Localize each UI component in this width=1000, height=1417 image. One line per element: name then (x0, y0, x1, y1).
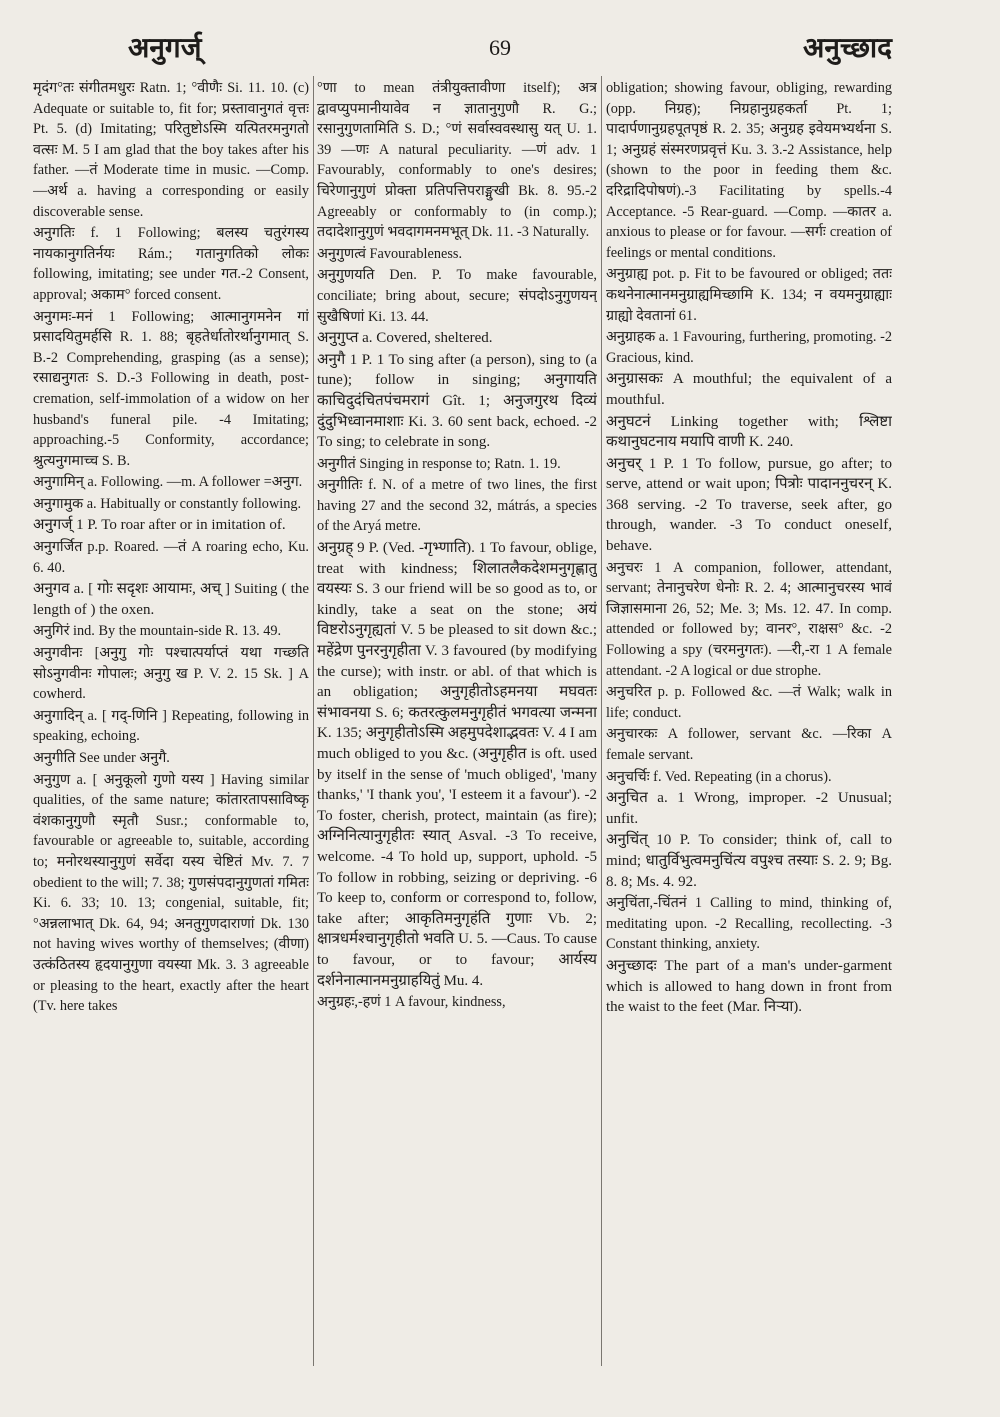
dictionary-entry: अनुचरः 1 A companion, follower, attendant, servant; तेनानुचरेण धेनोः R. 2. 4; आत्मानुचरस्य भावं जिज्ञासमाना 26, 52; Me. 3; Ms. 12. 47. In comp. attended or followed by; वानर°, राक्षस° &c. -2 Following a spy (चरमनुगतः). —री,-रा 1 A female attendant. -2 A logical or due strophe. (606, 559, 892, 679)
page-number: 69 (489, 35, 511, 60)
dictionary-entry: अनुचिंत् 10 P. To consider; think of, call to mind; धातुर्विभुत्वमनुचिंत्य वपुश्च तस्याः S. 2. 9; Bg. 8. 8; Ms. 4. 92. (606, 832, 892, 890)
dictionary-column-1 (33, 78, 309, 1378)
dictionary-entry: अनुग्राह्य pot. p. Fit to be favoured or obliged; ततः कथनेनात्मानमनुग्राह्यमिच्छामि K. 134; न वयमनुग्राह्याः ग्राह्यो देवतानां 61. (606, 266, 892, 324)
dictionary-entry: अनुगर्जित p.p. Roared. —तं A roaring echo, Ku. 6. 40. (33, 539, 309, 576)
dictionary-entry: अनुचिंता,-चिंतनं 1 Calling to mind, thinking of, meditating upon. -2 Recalling, recollecting. -3 Constant thinking, anxiety. (606, 895, 892, 953)
dictionary-entry: अनुगादिन् a. [ गद्-णिनि ] Repeating, following in speaking, echoing. (33, 707, 309, 745)
dictionary-entry: अनुगुप्त a. Covered, sheltered. (317, 330, 493, 347)
dictionary-entry: अनुचारकः A follower, servant &c. —रिका A female servant. (606, 726, 892, 763)
dictionary-entry: अनुगव a. [ गोः सदृशः आयामः, अच् ] Suiting ( the length of ) the oxen. (33, 581, 309, 618)
dictionary-entry: अनुघटनं Linking together with; श्लिष्टा कथानुघटनाय मयापि वाणी K. 240. (606, 413, 892, 451)
dictionary-entry: °णा to mean तंत्रीयुक्तावीणा itself); अत्र द्वावप्युपमानीयावेव न ज्ञातानुगुणौ R. G.; रसानुगुणतामिति S. D.; °णं सर्वास्ववस्थासु यत् U. 1. 39 —णः A natural peculiarity. —णं adv. 1 Favourably, conformably to one's desires; चिरेणानुगुणं प्रोक्ता प्रतिपत्तिपराङ्मुखी Bk. 8. 95.-2 Agreeably or conformably to (in comp.); तदादेशानुगुणं भवदागमनमभूत् Dk. 11. -3 Naturally. (317, 80, 597, 241)
dictionary-entry: अनुगुण a. [ अनुकूलो गुणो यस्य ] Having similar qualities, of the same nature; कांतारतापसाविष्कृ वंशकानुगुणौ स्मृतौ Susr.; conformable to, favourable or agreeable to, suitable, according to; मनोरथस्यानुगुणं सर्वेदा यस्य चेष्टितं Mv. 7. 7 obedient to the will; 7. 38; गुणसंपदानुगुणतां गमितः Ki. 6. 33; 10. 13; congenial, suitable, fit; °अन्नलाभात् Dk. 64, 94; अनतुगुणदाराणां Dk. 130 not having wives worthy of themselves; (वीणा) उत्कंठितस्य हृदयानुगुणा वयस्या Mk. 3. 3 agreeable or pleasing to the heart, exactly after the heart (Tv. here takes (33, 771, 309, 1015)
dictionary-entry: अनुच्छादः The part of a man's under-garment which is allowed to hang down in front from the waist to the feet (Mar. निऱ्या). (606, 957, 892, 1016)
dictionary-entry: अनुग्रह् 9 P. (Ved. -गृभ्णाति). 1 To favour, oblige, treat with kindness; शिलातलैकदेशमनुगृह्णातु वयस्यः S. 3 our friend will be so good as to, or kindly, take a seat on the stone; अयं विष्टरोऽनुगृह्यतां V. 5 be pleased to sit down &c.; महेंद्रेण पुनरनुगृहीता V. 3 favoured (by modifying the curse); with instr. or abl. of that which is an obligation; अनुगृहीतोऽहमनया मघवतः संभावनया S. 6; कतरत्कुलमनुगृहीतं भगवत्या जन्मना K. 135; अनुगृहीतोऽस्मि अहमुपदेशाद्भवतः V. 4 I am much obliged to you &c. (अनुगृहीत is oft. used by itself in the sense of 'much obliged', 'many thanks,' 'I thank you', 'I esteem it a favour'). -2 To foster, cherish, protect, maintain (as fire); अग्निनित्यानुगृहीतः स्यात् Asval. -3 To receive, welcome. -4 To hold up, support, uphold. -5 To follow in robbing, seizing or depriving. -6 To keep to, conform or correspond to, follow, take after; आकृतिमनुगृहंति गुणाः Vb. 2; क्षात्रधर्मश्चानुगृहीतो भवति U. 5. —Caus. To cause to favour, or to favour; आर्यस्य दर्शनेनात्मानमनुग्राहयितुं Mu. 4. (317, 540, 597, 989)
dictionary-entry: अनुग्राहक a. 1 Favouring, furthering, promoting. -2 Gracious, kind. (606, 329, 892, 366)
dictionary-entry: अनुगिरं ind. By the mountain-side R. 13. 49. (33, 623, 282, 640)
dictionary-entry: अनुगीति See under अनुगै. (33, 750, 170, 766)
dictionary-entry: अनुगुणयति Den. P. To make favourable, conciliate; bring about, secure; संपदोऽनुगुणयन् सुखैषिणां Ki. 13. 44. (317, 267, 597, 325)
dictionary-entry: मृदंग°तः संगीतमधुरः Ratn. 1; °वीणैः Si. 11. 10. (c) Adequate or suitable to, fit for; प्रस्तावानुगतं वृत्तः Pt. 5. (d) Imitating; परितुष्टोऽस्मि यत्पितरमनुगतो वत्सः M. 5 I am glad that the boy takes after his father. —तं Moderate time in music. —Comp. —अर्थ a. having a corresponding or easily discoverable sense. (33, 80, 309, 220)
dictionary-entry: अनुगामुक a. Habitually or constantly following. (33, 495, 302, 512)
dictionary-entry: अनुगामिन् a. Following. —m. A follower =अनुग. (33, 474, 303, 491)
dictionary-entry: अनुचरित p. p. Followed &c. —तं Walk; walk in life; conduct. (606, 684, 892, 721)
dictionary-entry: अनुगै 1 P. 1 To sing after (a person), sing to (a tune); follow in singing; अनुगायति काचिदुदंचितपंचमरागं Gît. 1; अनुजगुरथ दिव्यं दुंदुभिध्वानमाशाः Ki. 3. 60 sent back, echoed. -2 To sing; to celebrate in song. (317, 351, 597, 451)
dictionary-entry: अनुगीतं Singing in response to; Ratn. 1. 19. (317, 455, 561, 472)
dictionary-entry: अनुचित a. 1 Wrong, improper. -2 Unusual; unfit. (606, 790, 892, 827)
dictionary-column-2 (317, 78, 597, 1378)
column-divider (313, 76, 314, 1366)
dictionary-entry: अनुगतिः f. 1 Following; बलस्य चतुरंगस्य नायकानुगतिर्नयः Rám.; गतानुगतिको लोकः following, imitating; see under गत.-2 Consent, approval; अकाम° forced consent. (33, 225, 309, 303)
dictionary-entry: अनुगर्ज् 1 P. To roar after or in imitation of. (33, 517, 286, 534)
dictionary-entry: अनुगमः-मनं 1 Following; आत्मानुगमनेन गां प्रसादयितुमर्हसि R. 1. 88; बृहतेर्धातोरर्थानुगमात् S. B.-2 Comprehending, grasping (as a sense); रसाद्यनुगतः S. D.-3 Following in death, post-cremation, self-immolation of a widow on her husband's funeral pile. -4 Imitating; approaching.-5 Conformity, accordance; श्रुत्यनुगमाच्च S. B. (33, 308, 309, 469)
dictionary-entry: अनुगीतिः f. N. of a metre of two lines, the first having 27 and the second 32, mátrás, a species of the Aryá metre. (317, 477, 597, 535)
dictionary-entry: अनुगुणत्वं Favourableness. (317, 245, 463, 262)
right-guide-word: अनुच्छाद (803, 31, 892, 64)
dictionary-entry: अनुचर् 1 P. 1 To follow, pursue, go after; to serve, attend or wait upon; पित्रोः पादाननुचरन् K. 368 serving. -2 To traverse, seek after, go through, wander. -3 To conduct oneself, behave. (606, 455, 892, 555)
dictionary-entry: अनुचर्चिः f. Ved. Repeating (in a chorus). (606, 768, 832, 785)
dictionary-entry: obligation; showing favour, obliging, rewarding (opp. निग्रह); निग्रहानुग्रहकर्ता Pt. 1; पादार्पणानुग्रहपूतपृष्ठं R. 2. 35; अनुग्रह इवेयमभ्यर्थना S. 1; अनुग्रहं संस्मरणप्रवृत्तं Ku. 3. 3.-2 Assistance, help (shown to the poor in feeding them &c. दरिद्रादिपोषणं).-3 Facilitating by spells.-4 Acceptance. -5 Rear-guard. —Comp. —कातर a. anxious to please or for favour. —सर्गः creation of feelings or mental conditions. (606, 80, 892, 261)
dictionary-entry: अनुगवीनः [अनुगु गोः पश्चात्पर्याप्तं यथा गच्छति सोऽनुगवीनः गोपालः; अनुगु ख P. V. 2. 15 Sk. ] A cowherd. (33, 645, 309, 703)
left-guide-word: अनुगर्ज् (128, 31, 202, 64)
column-divider (601, 76, 602, 1366)
dictionary-entry: अनुग्रासकः A mouthful; the equivalent of a mouthful. (606, 371, 892, 408)
dictionary-entry: अनुग्रहः,-हणं 1 A favour, kindness, (317, 994, 506, 1011)
dictionary-column-3 (606, 78, 892, 1378)
